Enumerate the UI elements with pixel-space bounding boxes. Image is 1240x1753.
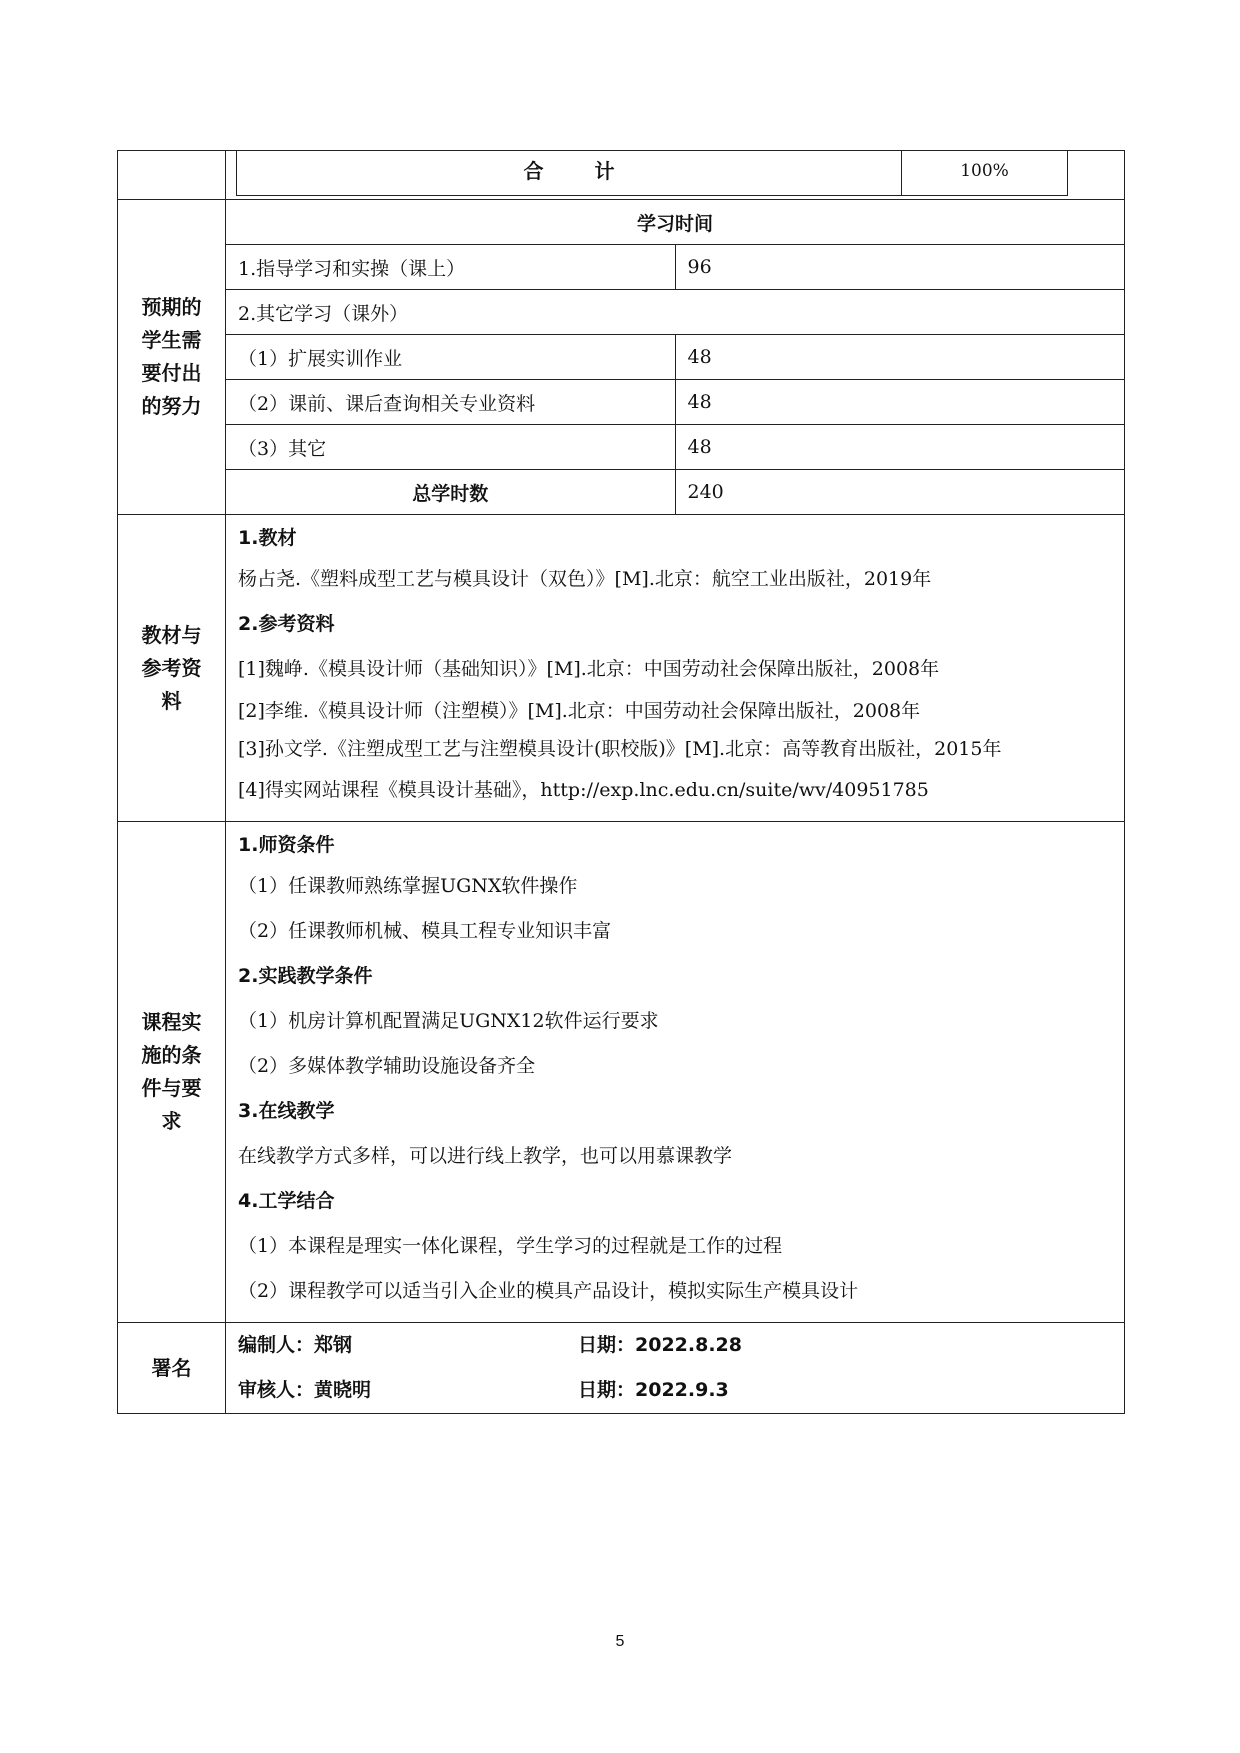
effort-item-row (226, 425, 1124, 470)
materials-label: 教材与 参考资 料 (118, 515, 226, 822)
effort-item: （1）扩展实训作业 (226, 335, 675, 380)
effort-item: （2）课前、课后查询相关专业资料 (226, 380, 675, 425)
conditions-row (118, 822, 1125, 1323)
conditions-label: 课程实 施的条 件与要 求 (118, 822, 226, 1323)
effort-item-row (226, 290, 1124, 335)
effort-hours: 96 (675, 245, 1124, 290)
effort-hours: 48 (675, 425, 1124, 470)
total-row (118, 151, 1125, 200)
effort-hours: 48 (675, 380, 1124, 425)
effort-row (118, 200, 1125, 515)
reviewer-name: 审核人：黄晓明 (238, 1379, 372, 1401)
conditions-content (226, 822, 1124, 1322)
total-percent: 100% (960, 161, 1009, 181)
section-heading: 4.工学结合 (238, 1190, 335, 1212)
effort-label: 预期的 学生需 要付出 的努力 (118, 200, 226, 515)
effort-hours: 48 (675, 335, 1124, 380)
section-item: （2）多媒体教学辅助设施设备齐全 (238, 1055, 536, 1077)
section-item: （1）机房计算机配置满足UGNX12软件运行要求 (238, 1010, 659, 1032)
total-row-label (118, 151, 226, 200)
textbook-entry: 杨占尧.《塑料成型工艺与模具设计（双色）》[M].北京：航空工业出版社，2019年 (238, 568, 932, 590)
effort-total-hours: 240 (675, 470, 1124, 515)
effort-total-label: 总学时数 (226, 470, 675, 515)
signature-row (118, 1323, 1125, 1414)
effort-item: （3）其它 (226, 425, 675, 470)
effort-total-row (226, 470, 1124, 515)
effort-item-row (226, 380, 1124, 425)
ref-entry: [1]魏峥.《模具设计师（基础知识）》[M].北京：中国劳动社会保障出版社，2008年 (238, 658, 940, 680)
refs-heading: 2.参考资料 (238, 613, 335, 635)
editor-date: 日期：2022.8.28 (578, 1334, 742, 1356)
section-item: （1）本课程是理实一体化课程，学生学习的过程就是工作的过程 (238, 1235, 783, 1257)
textbook-heading: 1.教材 (238, 527, 297, 549)
editor-name: 编制人：郑钢 (238, 1334, 353, 1356)
page-number: 5 (615, 1633, 625, 1650)
effort-item-row (226, 335, 1124, 380)
effort-table (226, 200, 1124, 514)
signature-content (226, 1323, 1124, 1413)
ref-entry: [3]孙文学.《注塑成型工艺与注塑模具设计(职校版)》[M].北京：高等教育出版社，2015年 (238, 738, 1002, 760)
effort-item: 2.其它学习（课外） (226, 290, 1124, 335)
materials-content (226, 515, 1124, 821)
reviewer-date: 日期：2022.9.3 (578, 1379, 729, 1401)
signature-label: 署名 (118, 1323, 226, 1414)
total-label: 合 计 (237, 151, 902, 195)
ref-entry: [4]得实网站课程《模具设计基础》，http://exp.lnc.edu.cn/suite/wv/40951785 (238, 779, 929, 801)
effort-header: 学习时间 (226, 200, 1124, 245)
section-item: （2）任课教师机械、模具工程专业知识丰富 (238, 920, 612, 942)
ref-entry: [2]李维.《模具设计师（注塑模）》[M].北京：中国劳动社会保障出版社，2008年 (238, 700, 921, 722)
section-heading: 3.在线教学 (238, 1100, 335, 1122)
section-heading: 1.师资条件 (238, 834, 335, 856)
section-item: （2）课程教学可以适当引入企业的模具产品设计，模拟实际生产模具设计 (238, 1280, 859, 1302)
section-item: （1）任课教师熟练掌握UGNX软件操作 (238, 875, 578, 897)
effort-item-row (226, 245, 1124, 290)
section-heading: 2.实践教学条件 (238, 965, 373, 987)
section-item: 在线教学方式多样，可以进行线上教学，也可以用慕课教学 (238, 1145, 733, 1167)
effort-item: 1.指导学习和实操（课上） (226, 245, 675, 290)
course-table (117, 150, 1125, 1414)
total-box (236, 151, 1068, 196)
materials-row (118, 515, 1125, 822)
